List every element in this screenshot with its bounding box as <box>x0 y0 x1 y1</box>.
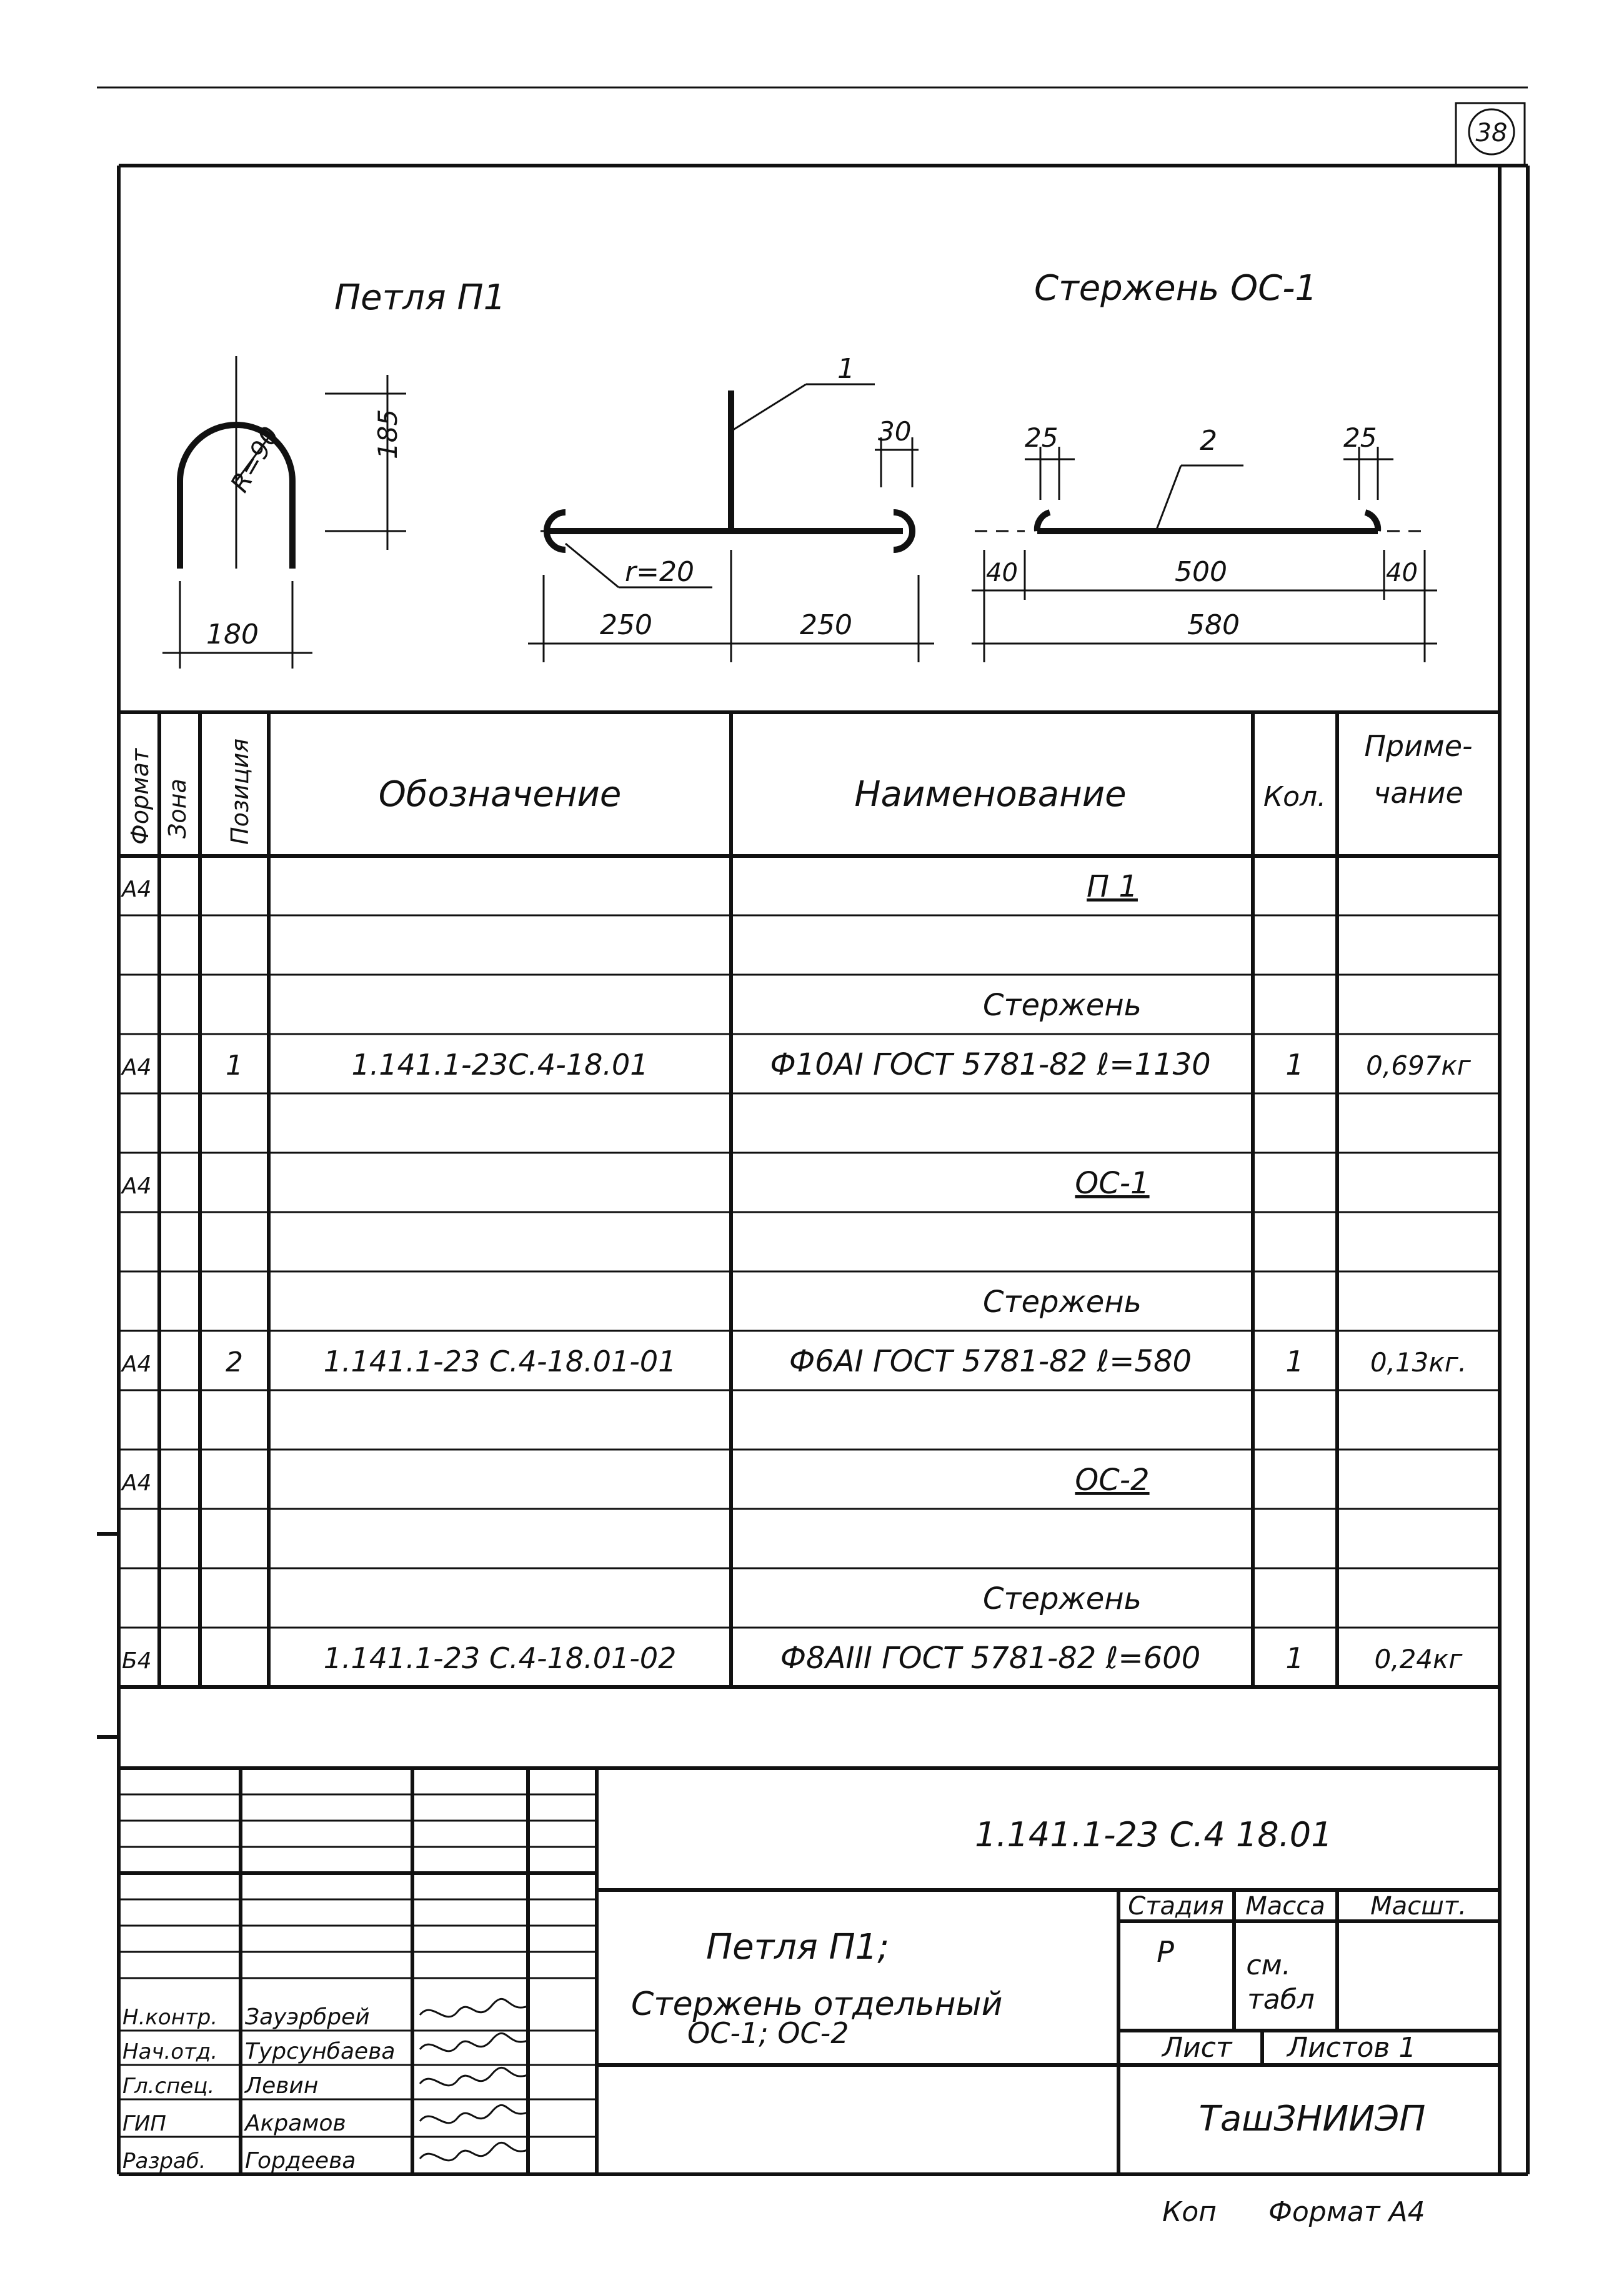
staff-role: Гл.спец. <box>122 2074 215 2099</box>
footer-format: Формат А4 <box>1268 2196 1425 2228</box>
staff-name: Левин <box>245 2073 319 2099</box>
cell-format: А4 <box>122 877 152 902</box>
header-designation: Обозначение <box>378 774 622 815</box>
cell-qty: 1 <box>1285 1641 1304 1675</box>
cell-designation: 1.141.1-23 С.4-18.01-02 <box>323 1641 677 1675</box>
staff-role: ГИП <box>122 2111 166 2136</box>
dim-580: 580 <box>1187 609 1240 641</box>
header-note-2: чание <box>1373 776 1463 810</box>
cell-format: Б4 <box>122 1648 152 1674</box>
mass-header: Масса <box>1245 1892 1325 1921</box>
loop-plan <box>528 353 934 662</box>
cell-format: А4 <box>122 1055 152 1080</box>
cell-designation: 1.141.1-23 С.4-18.01-01 <box>323 1345 677 1378</box>
dim-250-left: 250 <box>600 609 652 641</box>
loop-elevation <box>162 356 406 669</box>
spec-row <box>983 1581 1142 1616</box>
cell-note: 0,13кг. <box>1370 1347 1467 1378</box>
position-1-callout: 1 <box>837 353 855 385</box>
page-number-badge <box>1456 103 1525 166</box>
spec-row <box>121 1463 1150 1498</box>
staff-name: Турсунбаева <box>245 2039 396 2064</box>
cell-format: А4 <box>122 1173 152 1199</box>
cell-name: Стержень <box>983 1285 1142 1320</box>
dim-250-right: 250 <box>800 609 852 641</box>
spec-table <box>119 712 1500 1687</box>
height-label: 185 <box>372 409 403 459</box>
header-qty: Кол. <box>1263 781 1327 813</box>
spec-row <box>121 1166 1150 1201</box>
bend-radius-label: r=20 <box>625 556 694 588</box>
organization: ТашЗНИИЭП <box>1198 2099 1426 2139</box>
cell-name: Ф10АI ГОСТ 5781-82 ℓ=1130 <box>770 1047 1211 1082</box>
signature <box>420 2033 529 2051</box>
header-zone: Зона <box>164 778 191 838</box>
staff-name: Гордеева <box>245 2148 356 2174</box>
spec-row <box>121 869 1138 904</box>
cell-pos: 2 <box>226 1346 243 1378</box>
sheet-label: Лист <box>1162 2032 1232 2064</box>
scale-header: Масшт. <box>1370 1892 1467 1921</box>
signature <box>420 1999 529 2016</box>
stage-value: Р <box>1157 1935 1174 1969</box>
cell-qty: 1 <box>1285 1345 1304 1378</box>
staff-name: Акрамов <box>245 2111 346 2136</box>
staff-role: Разраб. <box>122 2149 206 2174</box>
signature <box>420 2105 529 2122</box>
rod-title: Стержень ОС-1 <box>1034 268 1318 309</box>
cell-name: ОС-1 <box>1075 1166 1150 1201</box>
page-number: 38 <box>1475 119 1508 147</box>
title-line-1: Петля П1; <box>706 1927 890 1967</box>
dim-30: 30 <box>878 416 912 447</box>
signature <box>420 2142 529 2160</box>
header-position: Позиция <box>226 738 254 845</box>
cell-name: ОС-2 <box>1075 1463 1150 1498</box>
cell-name: П 1 <box>1087 869 1138 904</box>
spec-row <box>983 1285 1142 1320</box>
staff-role: Н.контр. <box>122 2005 218 2030</box>
doc-code: 1.141.1-23 С.4 18.01 <box>975 1815 1333 1854</box>
spec-row <box>122 1641 1463 1676</box>
cell-format: А4 <box>122 1351 152 1377</box>
cell-note: 0,24кг <box>1374 1644 1463 1674</box>
spec-header <box>126 729 1473 845</box>
cell-designation: 1.141.1-23С.4-18.01 <box>351 1048 649 1082</box>
cell-name: Стержень <box>983 1581 1142 1616</box>
header-note-1: Приме- <box>1364 729 1473 763</box>
mass-value-2: табл <box>1247 1984 1315 2016</box>
signature <box>420 2067 529 2085</box>
sheets-label: Листов 1 <box>1287 2032 1417 2064</box>
position-2-callout: 2 <box>1200 425 1217 457</box>
radius-label: R=90 <box>225 422 286 497</box>
footer-copied: Коп <box>1162 2196 1217 2228</box>
cell-name: Ф8АIII ГОСТ 5781-82 ℓ=600 <box>780 1641 1201 1676</box>
staff-role: Нач.отд. <box>122 2039 218 2064</box>
spec-row <box>983 988 1142 1023</box>
staff-table <box>122 1999 529 2174</box>
cell-pos: 1 <box>226 1050 243 1082</box>
loop-title: Петля П1 <box>334 277 506 318</box>
stage-header: Стадия <box>1128 1892 1224 1921</box>
header-name: Наименование <box>854 774 1127 815</box>
header-format: Формат <box>126 748 154 845</box>
title-line-2: Стержень отдельный <box>631 1986 1003 2023</box>
dim-40-left: 40 <box>986 559 1018 587</box>
cell-name: Стержень <box>983 988 1142 1023</box>
dim-40-right: 40 <box>1386 559 1418 587</box>
cell-format: А4 <box>122 1470 152 1496</box>
title-line-3: ОС-1; ОС-2 <box>687 2016 849 2050</box>
cell-note: 0,697кг <box>1366 1050 1471 1081</box>
spec-row <box>121 1047 1472 1082</box>
dim-25-right: 25 <box>1343 422 1377 453</box>
width-label: 180 <box>206 619 259 650</box>
rod-os1-drawing <box>972 422 1437 662</box>
dim-500: 500 <box>1175 556 1227 588</box>
cell-name: Ф6АI ГОСТ 5781-82 ℓ=580 <box>789 1344 1192 1379</box>
staff-name: Зауэрбрей <box>245 2004 370 2030</box>
spec-row <box>121 1344 1467 1379</box>
dim-25-left: 25 <box>1025 422 1059 453</box>
mass-value-1: см. <box>1246 1949 1291 1981</box>
cell-qty: 1 <box>1285 1048 1304 1082</box>
